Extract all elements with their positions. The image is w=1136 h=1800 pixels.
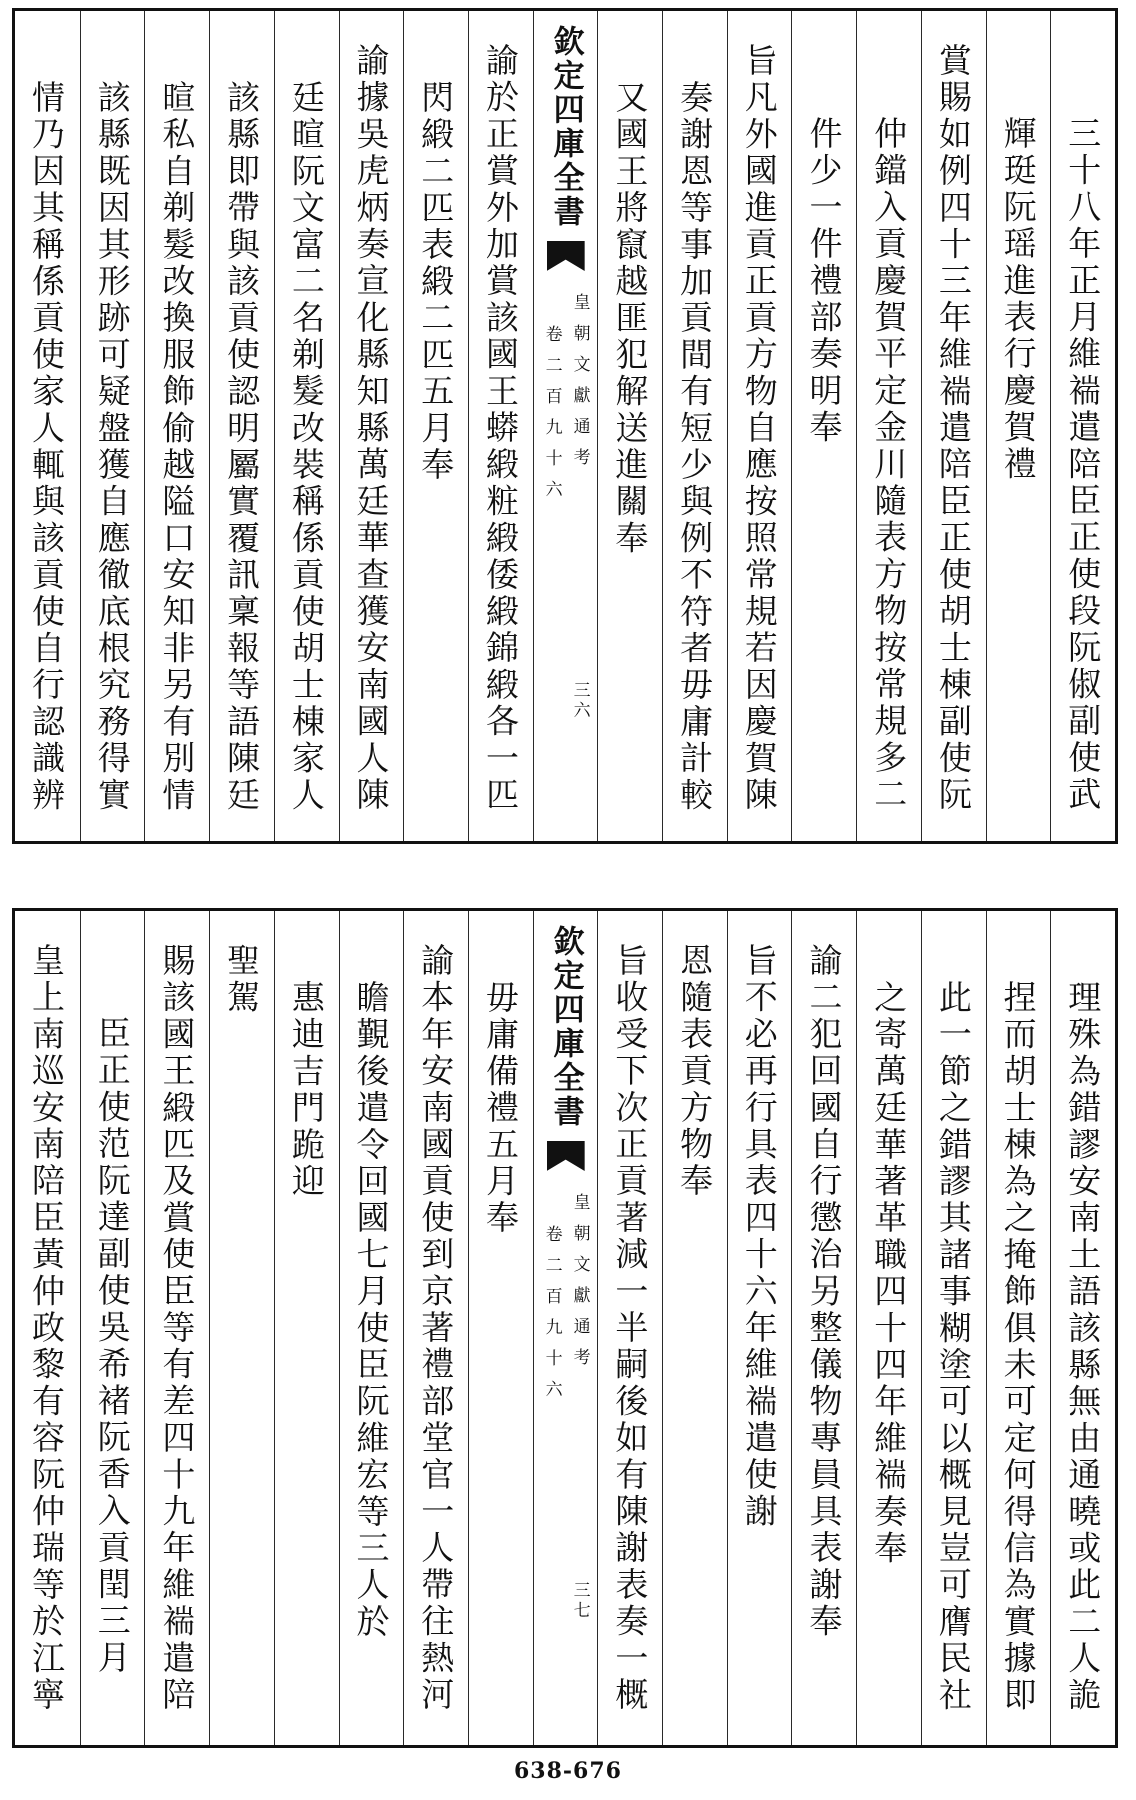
column-text: 毋庸備禮五月奉 (480, 979, 520, 1237)
text-column (80, 11, 145, 841)
center-column (533, 11, 598, 841)
text-column (144, 911, 209, 1745)
text-column (274, 11, 339, 841)
text-column (1050, 911, 1115, 1745)
column-text: 旨收受下次正貢著減一半嗣後如有陳謝表奏一概 (610, 943, 650, 1714)
column-text: 仲鐺入貢慶賀平定金川隨表方物按常規多二 (869, 116, 909, 814)
column-text: 瞻覲後遣令回國七月使臣阮維宏等三人於 (351, 979, 391, 1641)
text-column (727, 11, 792, 841)
juan-label: 卷二百九十六 (541, 325, 562, 511)
column-text: 奏謝恩等事加貢間有短少與例不符者毋庸計較 (675, 79, 715, 814)
lower-leaf (12, 908, 1118, 1748)
column-text: 該縣即帶與該貢使認明屬實覆訊稟報等語陳廷 (222, 79, 262, 814)
fishtail-mark (547, 241, 585, 271)
text-column (986, 911, 1051, 1745)
text-column (15, 11, 80, 841)
book-title: 皇朝文獻通考 (569, 293, 590, 479)
text-column (727, 911, 792, 1745)
column-text: 諭據吳虎炳奏宣化縣知縣萬廷華查獲安南國人陳 (351, 43, 391, 814)
text-column (791, 11, 856, 841)
column-text: 件少一件禮部奏明奉 (804, 116, 844, 447)
column-text: 閃緞二匹表緞二匹五月奉 (416, 79, 456, 484)
text-column (597, 11, 662, 841)
folio-number: 三六 (569, 681, 590, 721)
column-text: 輝珽阮瑶進表行慶賀禮 (998, 116, 1038, 484)
text-column (403, 911, 468, 1745)
text-column (339, 911, 404, 1745)
column-text: 惠迪吉門跪迎 (286, 979, 326, 1200)
text-column (986, 11, 1051, 841)
text-column (209, 11, 274, 841)
column-text: 諭本年安南國貢使到京著禮部堂官一人帶往熱河 (416, 943, 456, 1714)
column-text: 諭二犯回國自行懲治另整儀物專員具表謝奉 (804, 943, 844, 1641)
text-column (403, 11, 468, 841)
text-column (921, 11, 986, 841)
column-text: 賞賜如例四十三年維褍遣陪臣正使胡士棟副使阮 (933, 43, 973, 814)
series-title: 欽定四庫全書 (547, 925, 584, 1129)
text-column (80, 911, 145, 1745)
series-title: 欽定四庫全書 (547, 25, 584, 229)
text-column (468, 11, 533, 841)
fishtail-mark (547, 1141, 585, 1171)
text-column (144, 11, 209, 841)
column-text: 賜該國王緞匹及賞使臣等有差四十九年維褍遣陪 (157, 943, 197, 1714)
column-text: 又國王將竄越匪犯解送進關奉 (610, 79, 650, 557)
column-text: 三十八年正月維褍遣陪臣正使段阮俶副使武 (1063, 116, 1103, 814)
column-text: 聖駕 (222, 943, 262, 1017)
column-text: 臣正使范阮達副使吳希褚阮香入貢閏三月 (92, 1016, 132, 1677)
text-column (662, 11, 727, 841)
column-text: 廷暄阮文富二名剃髮改裝稱係貢使胡士棟家人 (286, 79, 326, 814)
column-text: 旨凡外國進貢正貢方物自應按照常規若因慶賀陳 (739, 43, 779, 814)
text-column (597, 911, 662, 1745)
column-text: 皇上南巡安南陪臣黃仲政黎有容阮仲瑞等於江寧 (27, 943, 67, 1714)
text-column (662, 911, 727, 1745)
column-text: 此一節之錯謬其諸事糊塗可以概見豈可膺民社 (933, 979, 973, 1714)
center-column (533, 911, 598, 1745)
column-text: 該縣既因其形跡可疑盤獲自應徹底根究務得實 (92, 79, 132, 814)
column-text: 情乃因其稱係貢使家人輒與該貢使自行認識辨 (27, 79, 67, 814)
text-column (921, 911, 986, 1745)
text-column (209, 911, 274, 1745)
juan-label: 卷二百九十六 (541, 1225, 562, 1411)
text-column (1050, 11, 1115, 841)
column-text: 理殊為錯謬安南土語該縣無由通曉或此二人詭 (1063, 979, 1103, 1714)
text-column (856, 911, 921, 1745)
column-text: 諭於正賞外加賞該國王蟒緞粧緞倭緞錦緞各一匹 (480, 43, 520, 814)
column-text: 之寄萬廷華著革職四十四年維褍奏奉 (869, 979, 909, 1567)
folio-number: 三七 (569, 1581, 590, 1621)
column-text: 恩隨表貢方物奉 (675, 943, 715, 1200)
text-column (274, 911, 339, 1745)
text-column (15, 911, 80, 1745)
text-column (791, 911, 856, 1745)
text-column (339, 11, 404, 841)
upper-leaf (12, 8, 1118, 844)
text-column (468, 911, 533, 1745)
page-number: 638-676 (514, 1758, 622, 1784)
column-text: 捏而胡士棟為之掩飾俱未可定何得信為實據即 (998, 979, 1038, 1714)
column-text: 暄私自剃髮改換服飾偷越隘口安知非另有別情 (157, 79, 197, 814)
text-column (856, 11, 921, 841)
book-title: 皇朝文獻通考 (569, 1193, 590, 1379)
column-text: 旨不必再行具表四十六年維褍遣使謝 (739, 943, 779, 1531)
